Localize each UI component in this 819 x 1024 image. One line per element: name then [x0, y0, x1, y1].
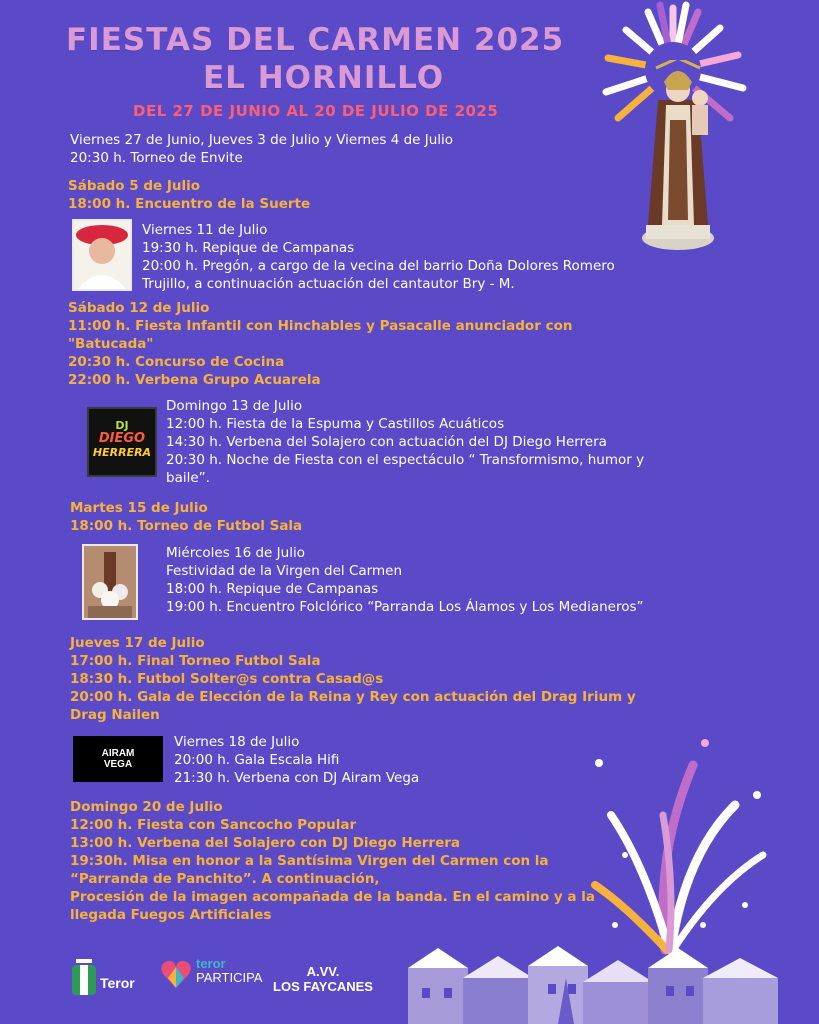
event-item: 20:30 h. Noche de Fiesta con el espectáculo “ Transformismo, humor y [166, 452, 645, 468]
event-item: Trujillo, a continuación actuación del cantautor Bry - M. [142, 276, 515, 292]
date-range: DEL 27 DE JUNIO AL 20 DE JULIO DE 2025 [133, 102, 499, 120]
virgin-statue-icon [628, 60, 728, 250]
avv-label-1: A.VV. [306, 964, 340, 979]
event-block-martes-15 [70, 499, 302, 535]
event-day: Miércoles 16 de Julio [166, 545, 305, 561]
teror-shield-icon [70, 957, 98, 997]
event-item: 18:00 h. Repique de Campanas [166, 581, 379, 597]
logo-text: AIRAM [101, 748, 135, 759]
event-item: 20:00 h. Gala de Elección de la Reina y Rey con actuación del Drag Irium y [70, 689, 636, 705]
dolores-photo [72, 219, 132, 291]
fireworks-bottom-icon [585, 735, 775, 965]
event-item: Festividad de la Virgen del Carmen [166, 563, 402, 579]
event-day: Viernes 27 de Junio, Jueves 3 de Julio y Viernes 4 de Julio [70, 132, 454, 148]
event-item: 19:00 h. Encuentro Folclórico “Parranda Los Álamos y Los Medianeros” [166, 599, 644, 615]
event-item: 18:00 h. Torneo de Futbol Sala [70, 518, 303, 534]
event-day: Viernes 18 de Julio [174, 734, 300, 750]
event-item: 13:00 h. Verbena del Solajero con DJ Diego Herrera [70, 835, 461, 851]
event-block-miercoles-16 [166, 544, 644, 616]
event-item: 17:00 h. Final Torneo Futbol Sala [70, 653, 321, 669]
virgin-altar-photo [82, 544, 138, 620]
event-day: Sábado 12 de Julio [68, 300, 210, 316]
teror-label: Teror [100, 975, 135, 991]
event-item: 19:30 h. Repique de Campanas [142, 240, 355, 256]
event-block-sabado-5 [68, 177, 310, 213]
event-day: Domingo 13 de Julio [166, 398, 303, 414]
avv-logo [268, 964, 378, 994]
village-houses-icon [408, 938, 778, 1024]
teror-logo [70, 957, 144, 1003]
event-item: “Parranda de Panchito”. A continuación, [70, 871, 380, 887]
event-block-viernes-11 [142, 221, 615, 293]
event-block-domingo-20 [70, 798, 595, 924]
event-block-envite [70, 131, 453, 167]
participa-heart-icon [160, 958, 192, 990]
participa-label-1: teror [196, 956, 226, 971]
event-item: 21:30 h. Verbena con DJ Airam Vega [174, 770, 420, 786]
event-item: 18:00 h. Encuentro de la Suerte [68, 196, 311, 212]
event-item: llegada Fuegos Artificiales [70, 907, 272, 923]
event-item: 12:00 h. Fiesta de la Espuma y Castillos Acuáticos [166, 416, 505, 432]
event-item: 20:00 h. Gala Escala Hifi [174, 752, 340, 768]
event-item: 12:00 h. Fiesta con Sancocho Popular [70, 817, 357, 833]
event-item: "Batucada" [68, 336, 154, 352]
event-item: 22:00 h. Verbena Grupo Acuarela [68, 372, 321, 388]
event-item: 19:30h. Misa en honor a la Santísima Virgen del Carmen con la [70, 853, 549, 869]
event-item: 18:30 h. Futbol Solter@s contra Casad@s [70, 671, 384, 687]
logo-text: VEGA [103, 759, 133, 770]
avv-label-2: LOS FAYCANES [273, 979, 373, 994]
event-item: 20:00 h. Pregón, a cargo de la vecina del barrio Doña Dolores Romero [142, 258, 615, 274]
event-item: 14:30 h. Verbena del Solajero con actuación del DJ Diego Herrera [166, 434, 607, 450]
participa-label-2: PARTICIPA [196, 970, 263, 985]
event-block-jueves-17 [70, 634, 636, 724]
event-day: Jueves 17 de Julio [70, 635, 205, 651]
airam-vega-logo [73, 736, 163, 782]
event-block-domingo-13 [166, 397, 644, 487]
event-day: Martes 15 de Julio [70, 500, 208, 516]
event-item: 20:30 h. Torneo de Envite [70, 150, 243, 166]
page-subtitle: EL HORNILLO [203, 60, 445, 96]
event-item: Procesión de la imagen acompañada de la banda. En el camino y a la [70, 889, 595, 905]
logo-text: DJ [115, 419, 129, 432]
event-block-viernes-18 [174, 733, 419, 787]
event-day: Sábado 5 de Julio [68, 178, 201, 194]
event-block-sabado-12 [68, 299, 572, 389]
page-title: FIESTAS DEL CARMEN 2025 [66, 22, 565, 58]
dj-diego-logo [87, 407, 157, 477]
event-item: 20:30 h. Concurso de Cocina [68, 354, 285, 370]
event-item: baile”. [166, 470, 210, 486]
event-day: Domingo 20 de Julio [70, 799, 223, 815]
event-day: Viernes 11 de Julio [142, 222, 268, 238]
logo-text: HERRERA [92, 446, 152, 459]
teror-participa-logo [160, 956, 263, 1002]
event-item: 11:00 h. Fiesta Infantil con Hinchables y Pasacalle anunciador con [68, 318, 573, 334]
logo-text: DIEGO [98, 431, 146, 446]
event-item: Drag Nailen [70, 707, 160, 723]
